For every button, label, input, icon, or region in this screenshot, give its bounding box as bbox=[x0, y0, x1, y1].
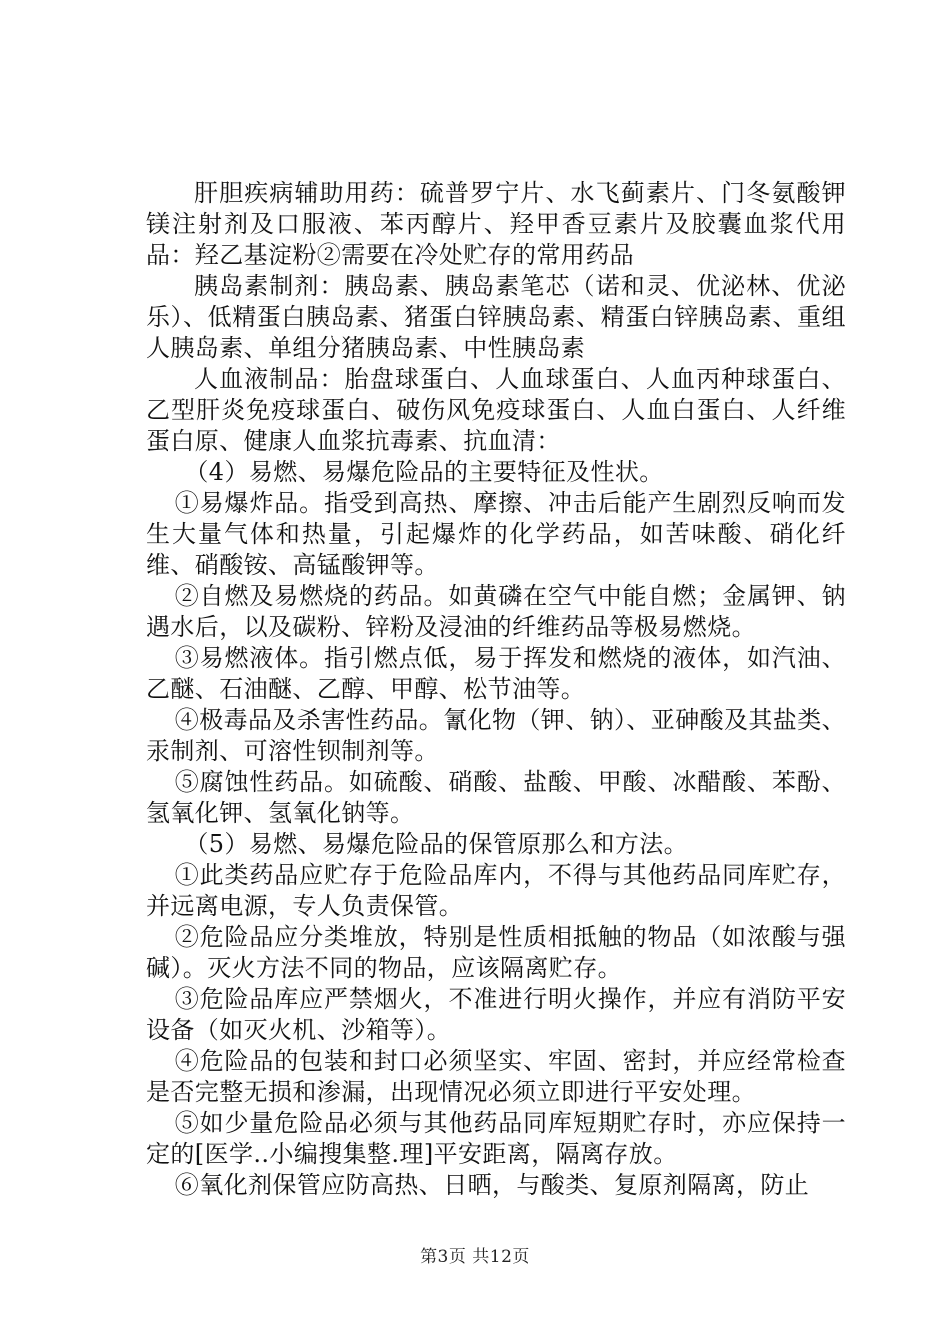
list-item: ②自燃及易燃烧的药品。如黄磷在空气中能自燃；金属钾、钠遇水后，以及碳粉、锌粉及浸油的纤维药品等极易燃烧。 bbox=[146, 582, 846, 641]
list-item: ①此类药品应贮存于危险品库内，不得与其他药品同库贮存，并远离电源，专人负责保管。 bbox=[146, 861, 846, 920]
page-number-footer: 第3页 共12页 bbox=[420, 1247, 530, 1267]
paragraph-insulin: 胰岛素制剂：胰岛素、胰岛素笔芯（诺和灵、优泌林、优泌乐）、低精蛋白胰岛素、猪蛋白锌胰岛素、精蛋白锌胰岛素、重组人胰岛素、单组分猪胰岛素、中性胰岛素 bbox=[146, 272, 846, 362]
list-item: ①易爆炸品。指受到高热、摩擦、冲击后能产生剧烈反响而发生大量气体和热量，引起爆炸的化学药品，如苦味酸、硝化纤维、硝酸铵、高锰酸钾等。 bbox=[146, 489, 846, 579]
list-item: ⑤腐蚀性药品。如硫酸、硝酸、盐酸、甲酸、冰醋酸、苯酚、氢氧化钾、氢氧化钠等。 bbox=[146, 768, 846, 827]
paragraph-liver-drugs: 肝胆疾病辅助用药：硫普罗宁片、水飞蓟素片、门冬氨酸钾镁注射剂及口服液、苯丙醇片、羟甲香豆素片及胶囊血浆代用品：羟乙基淀粉②需要在冷处贮存的常用药品 bbox=[146, 179, 846, 269]
list-item: ⑥氧化剂保管应防高热、日晒，与酸类、复原剂隔离，防止 bbox=[174, 1171, 810, 1199]
section-heading-5: （5）易燃、易爆危险品的保管原那么和方法。 bbox=[184, 830, 689, 858]
list-item: ④危险品的包装和封口必须坚实、牢固、密封，并应经常检查是否完整无损和渗漏，出现情况必须立即进行平安处理。 bbox=[146, 1047, 846, 1106]
list-item: ②危险品应分类堆放，特别是性质相抵触的物品（如浓酸与强碱）。灭火方法不同的物品，应该隔离贮存。 bbox=[146, 923, 846, 982]
list-item: ③危险品库应严禁烟火，不准进行明火操作，并应有消防平安设备（如灭火机、沙箱等）。 bbox=[146, 985, 846, 1044]
list-item: ③易燃液体。指引燃点低，易于挥发和燃烧的液体，如汽油、乙醚、石油醚、乙醇、甲醇、松节油等。 bbox=[146, 644, 846, 703]
document-body bbox=[146, 178, 846, 1201]
section-heading-4: （4）易燃、易爆危险品的主要特征及性状。 bbox=[184, 458, 664, 486]
list-item: ④极毒品及杀害性药品。氰化物（钾、钠）、亚砷酸及其盐类、汞制剂、可溶性钡制剂等。 bbox=[146, 706, 846, 765]
paragraph-blood-products: 人血液制品：胎盘球蛋白、人血球蛋白、人血丙种球蛋白、乙型肝炎免疫球蛋白、破伤风免疫球蛋白、人血白蛋白、人纤维蛋白原、健康人血浆抗毒素、抗血清： bbox=[146, 365, 846, 455]
list-item: ⑤如少量危险品必须与其他药品同库短期贮存时，亦应保持一定的[医学..小编搜集整.理]平安距离，隔离存放。 bbox=[146, 1109, 846, 1168]
